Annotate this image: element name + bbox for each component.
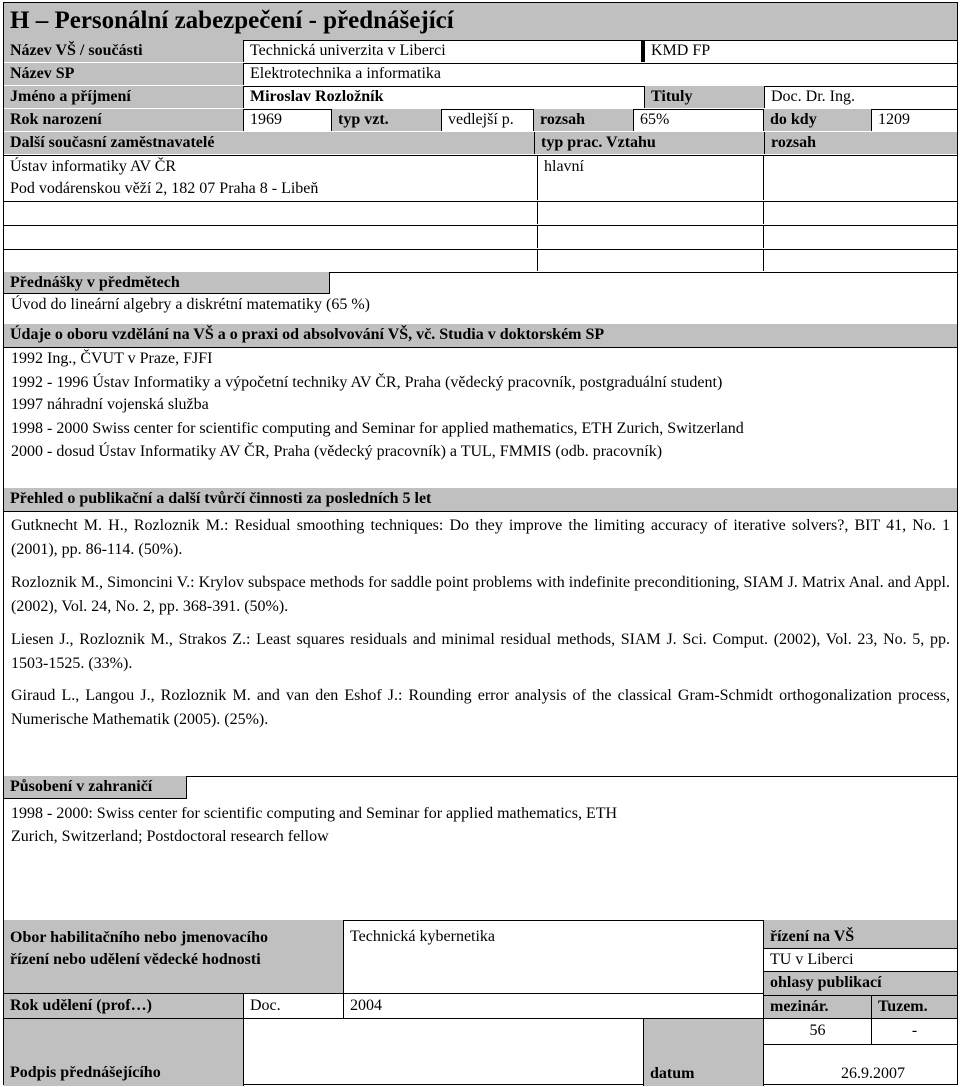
publication-2: Rozloznik M., Simoncini V.: Krylov subspace methods for saddle point problems with indefinite preconditioning, SIAM J. Matrix Anal. and Appl. (2002), Vol. 24, No. 2, pp. 368-391. (50%). — [11, 574, 950, 615]
employers-scope-label: rozsah — [764, 132, 957, 154]
publications-header-row — [4, 488, 957, 512]
habilitation-block — [4, 920, 957, 1086]
personnel-form — [3, 2, 958, 1085]
publications-label: Přehled o publikační a další tvůrčí činnosti za posledních 5 let — [10, 490, 432, 507]
year-title: Doc. — [244, 994, 344, 1019]
education-label: Údaje o oboru vzdělání na VŠ a o praxi od absolvování VŠ, vč. Studia v doktorském SP — [10, 326, 605, 343]
employer-3-type — [538, 225, 764, 248]
employer-1-scope — [764, 155, 957, 200]
employer-1-line1: Ústav informatiky AV ČR — [10, 158, 177, 175]
row-employer-2 — [4, 201, 957, 226]
lectures-label: Přednášky v předmětech — [4, 272, 330, 294]
form-title: H – Personální zabezpečení - přednášející — [10, 7, 454, 34]
year-value: 2004 — [344, 994, 764, 1019]
signature-field — [244, 1019, 644, 1086]
abroad-line-1: 1998 - 2000: Swiss center for scientific computing and Seminar for applied mathematics, ETH — [11, 805, 618, 822]
habilitation-field: Technická kybernetika — [344, 920, 764, 994]
employer-3-name — [4, 225, 538, 248]
signature-label: Podpis přednášejícího — [4, 1019, 244, 1086]
education-line-5: 2000 - dosud Ústav Informatiky AV ČR, Praha (vědecký pracovník) a TUL, FMMIS (odb. pracovník) — [11, 443, 663, 460]
row-name — [4, 86, 957, 110]
row-employer-1 — [4, 155, 957, 202]
lecture-item: Úvod do lineární algebry a diskrétní matematiky (65 %) — [11, 296, 371, 313]
titles-label: Tituly — [644, 86, 764, 108]
row-employer-3 — [4, 225, 957, 250]
lectures-header-row — [4, 272, 957, 294]
habilitation-label — [4, 920, 344, 994]
contract-type-value: vedlejší p. — [442, 109, 534, 131]
until-label: do kdy — [764, 109, 872, 131]
university-value: Technická univerzita v Liberci — [250, 42, 446, 59]
name-value: Miroslav Rozložník — [250, 88, 384, 105]
publication-1: Gutknecht M. H., Rozloznik M.: Residual smoothing techniques: Do they improve the limiting accuracy of iterative solvers?, BIT 41, No. 1 (2001), pp. 86-114. (50%). — [11, 517, 950, 558]
intl-value: 56 — [764, 1019, 872, 1045]
habilitation-label-line2: řízení nebo udělení vědecké hodnosti — [10, 951, 261, 968]
row-program — [4, 63, 957, 87]
education-header-row — [4, 324, 957, 348]
education-line-1: 1992 Ing., ČVUT v Praze, FJFI — [11, 350, 213, 367]
publication-4: Giraud L., Langou J., Rozloznik M. and van den Eshof J.: Rounding error analysis of the classical Gram-Schmidt orthogonalization process, Numerische Mathematik (2005). (25%). — [11, 687, 950, 728]
scope-value: 65% — [634, 109, 764, 131]
row-birth — [4, 109, 957, 133]
form-title-bar — [4, 3, 957, 41]
abroad-line-2: Zurich, Switzerland; Postdoctoral research fellow — [11, 828, 329, 845]
university-unit: KMD FP — [641, 40, 957, 62]
employers-label: Další současní zaměstnavatelé — [4, 132, 534, 154]
employer-1-name — [4, 155, 538, 200]
row-university — [4, 40, 957, 64]
program-value: Elektrotechnika a informatika — [250, 65, 442, 82]
education-line-2: 1992 - 1996 Ústav Informatiky a výpočetní techniky AV ČR, Praha (vědecký pracovník, postgraduální student) — [11, 374, 723, 391]
row-employers-header — [4, 132, 957, 156]
education-line-3: 1997 náhradní vojenská služba — [11, 396, 209, 413]
citations-label: ohlasy publikací — [764, 972, 957, 996]
abroad-body — [4, 799, 957, 921]
abroad-label: Působení v zahraničí — [4, 776, 187, 799]
employer-1-line2: Pod vodárenskou věží 2, 182 07 Praha 8 - Libeň — [10, 180, 319, 197]
row-employer-4 — [4, 249, 957, 273]
publications-body — [4, 511, 957, 777]
education-body — [4, 347, 957, 489]
procedure-label: řízení na VŠ — [764, 920, 957, 949]
scope-label: rozsah — [534, 109, 634, 131]
abroad-header-row — [4, 776, 957, 799]
birth-label: Rok narození — [4, 109, 244, 131]
lectures-body — [4, 294, 957, 325]
employer-4-type — [538, 249, 764, 271]
name-label: Jméno a příjmení — [4, 86, 244, 108]
habilitation-label-line1: Obor habilitačního nebo jmenovacího — [10, 929, 268, 946]
until-value: 1209 — [878, 111, 910, 128]
employer-1-type: hlavní — [538, 155, 764, 200]
date-value: 26.9.2007 — [841, 1065, 905, 1082]
procedure-value: TU v Liberci — [764, 949, 957, 972]
employer-2-type — [538, 201, 764, 224]
program-label: Název SP — [4, 63, 244, 85]
intl-label: mezinár. — [764, 996, 872, 1019]
publication-3: Liesen J., Rozloznik M., Strakos Z.: Least squares residuals and minimal residual methods, SIAM J. Sci. Comput. (2002), Vol. 23, No. 5, pp. 1503-1525. (33%). — [11, 631, 950, 672]
titles-value: Doc. Dr. Ing. — [764, 86, 957, 108]
birth-value: 1969 — [244, 109, 332, 131]
year-label: Rok udělení (prof…) — [4, 994, 244, 1019]
domestic-label: Tuzem. — [872, 996, 957, 1019]
contract-type-label: typ vzt. — [332, 109, 442, 131]
date-label: datum — [644, 1019, 764, 1086]
education-line-4: 1998 - 2000 Swiss center for scientific computing and Seminar for applied mathematics, ETH Zurich, Switzerland — [11, 420, 744, 437]
employer-4-name — [4, 249, 538, 271]
employer-2-name — [4, 201, 538, 224]
domestic-value: - — [872, 1019, 957, 1045]
university-label: Název VŠ / součásti — [4, 40, 244, 62]
employers-type-label: typ prac. Vztahu — [534, 132, 764, 154]
